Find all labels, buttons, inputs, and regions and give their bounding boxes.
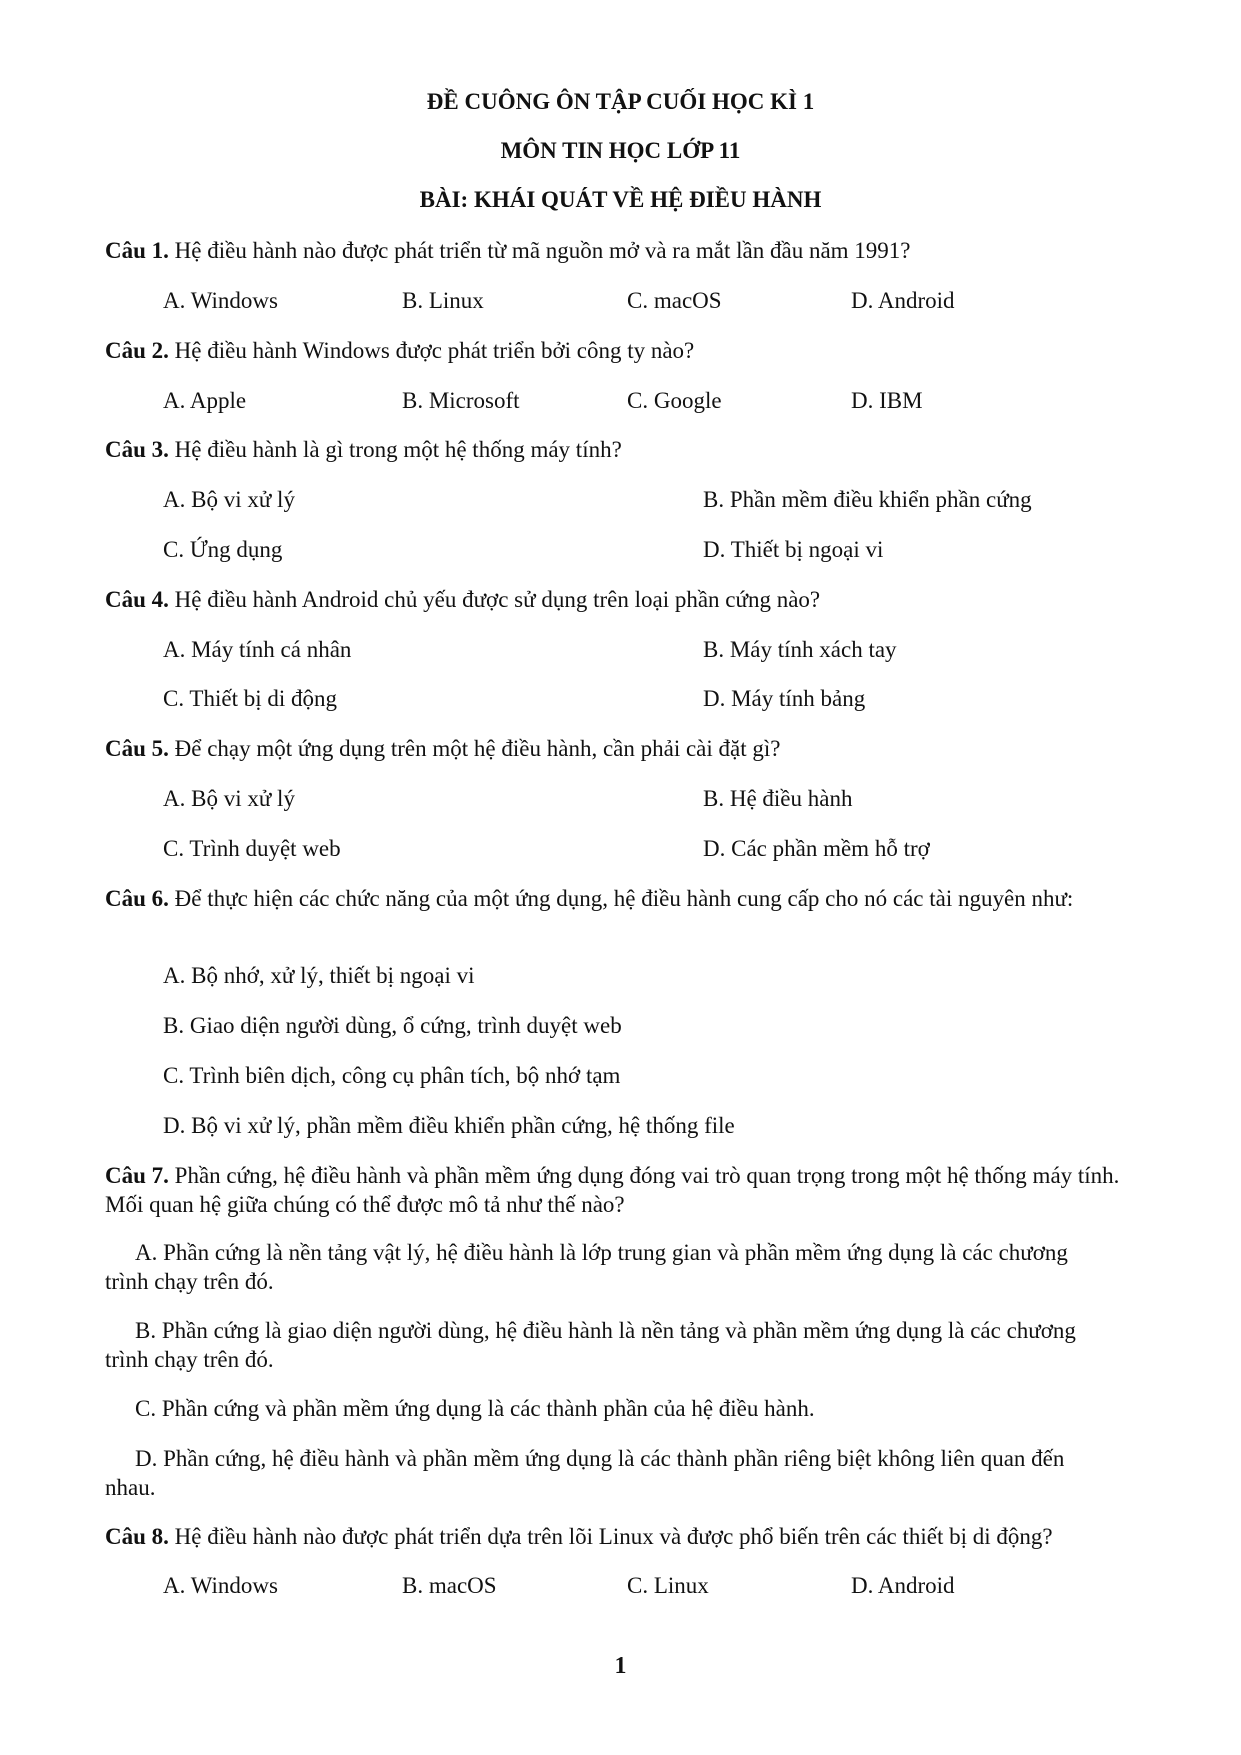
question-text: Hệ điều hành là gì trong một hệ thống máy tính?	[168, 437, 622, 462]
question-text: Để thực hiện các chức năng của một ứng dụng, hệ điều hành cung cấp cho nó các tài nguyên như:	[168, 886, 1074, 911]
option-a: A. Phần cứng là nền tảng vật lý, hệ điều hành là lớp trung gian và phần mềm ứng dụng là các chương trình chạy trên đó.	[105, 1240, 1068, 1294]
option-a: A. Máy tính cá nhân	[163, 637, 352, 662]
option-c: C. Trình biên dịch, công cụ phân tích, bộ nhớ tạm	[163, 1063, 621, 1088]
page-number: 1	[614, 1653, 627, 1679]
option-c: C. Ứng dụng	[163, 537, 283, 562]
question-label: Câu 4.	[105, 587, 169, 612]
option-b: B. Hệ điều hành	[703, 786, 853, 811]
question-label: Câu 8.	[105, 1524, 169, 1549]
option-d: D. Phần cứng, hệ điều hành và phần mềm ứng dụng là các thành phần riêng biệt không liên quan đến nhau.	[105, 1446, 1065, 1500]
question-text: Hệ điều hành Windows được phát triển bởi công ty nào?	[168, 338, 695, 363]
question-text: Để chạy một ứng dụng trên một hệ điều hành, cần phải cài đặt gì?	[168, 736, 781, 761]
option-c: C. macOS	[627, 288, 722, 313]
option-c: C. Linux	[627, 1573, 709, 1598]
option-c: C. Thiết bị di động	[163, 686, 337, 711]
option-b: B. Phần mềm điều khiển phần cứng	[703, 487, 1032, 512]
question-text: Hệ điều hành Android chủ yếu được sử dụng trên loại phần cứng nào?	[168, 587, 821, 612]
option-c: C. Google	[627, 388, 722, 413]
lesson-title: BÀI: KHÁI QUÁT VỀ HỆ ĐIỀU HÀNH	[419, 187, 822, 212]
option-d: D. Bộ vi xử lý, phần mềm điều khiển phần cứng, hệ thống file	[163, 1113, 735, 1138]
question-8	[105, 1522, 1145, 1551]
option-a: A. Bộ vi xử lý	[163, 487, 295, 512]
question-2	[105, 336, 1145, 365]
option-a: A. Bộ vi xử lý	[163, 786, 295, 811]
option-a: A. Bộ nhớ, xử lý, thiết bị ngoại vi	[163, 963, 475, 988]
option-d: D. IBM	[851, 388, 923, 413]
option-c: C. Trình duyệt web	[163, 836, 341, 861]
question-label: Câu 5.	[105, 736, 169, 761]
question-text: Phần cứng, hệ điều hành và phần mềm ứng dụng đóng vai trò quan trọng trong một hệ thống máy tính. Mối quan hệ giữa chúng có thể được mô tả như thế nào?	[105, 1163, 1120, 1217]
option-d: D. Android	[851, 1573, 955, 1598]
option-b: B. Phần cứng là giao diện người dùng, hệ điều hành là nền tảng và phần mềm ứng dụng là các chương trình chạy trên đó.	[105, 1318, 1076, 1372]
option-b: B. Máy tính xách tay	[703, 637, 897, 662]
question-text: Hệ điều hành nào được phát triển dựa trên lõi Linux và được phổ biến trên các thiết bị di động?	[168, 1524, 1053, 1549]
option-b: B. macOS	[402, 1573, 497, 1598]
option-a: A. Windows	[163, 1573, 278, 1598]
question-label: Câu 3.	[105, 437, 169, 462]
question-1	[105, 236, 1145, 265]
option-c: C. Phần cứng và phần mềm ứng dụng là các thành phần của hệ điều hành.	[135, 1396, 815, 1421]
document-title: ĐỀ CUÔNG ÔN TẬP CUỐI HỌC KÌ 1	[426, 89, 815, 114]
question-7	[105, 1161, 1145, 1219]
option-d: D. Thiết bị ngoại vi	[703, 537, 884, 562]
question-6	[105, 884, 1145, 913]
question-text: Hệ điều hành nào được phát triển từ mã nguồn mở và ra mắt lần đầu năm 1991?	[168, 238, 911, 263]
question-5	[105, 734, 1145, 763]
option-a: A. Apple	[163, 388, 247, 413]
option-d: D. Các phần mềm hỗ trợ	[703, 836, 930, 861]
option-a: A. Windows	[163, 288, 278, 313]
question-label: Câu 1.	[105, 238, 169, 263]
option-b: B. Linux	[402, 288, 484, 313]
option-d: D. Android	[851, 288, 955, 313]
question-label: Câu 7.	[105, 1163, 169, 1188]
question-4	[105, 585, 1145, 614]
option-d: D. Máy tính bảng	[703, 686, 866, 711]
question-3	[105, 435, 1145, 464]
option-b: B. Microsoft	[402, 388, 520, 413]
question-label: Câu 2.	[105, 338, 169, 363]
question-label: Câu 6.	[105, 886, 169, 911]
subject-title: MÔN TIN HỌC LỚP 11	[500, 138, 741, 163]
option-b: B. Giao diện người dùng, ổ cứng, trình duyệt web	[163, 1013, 622, 1038]
